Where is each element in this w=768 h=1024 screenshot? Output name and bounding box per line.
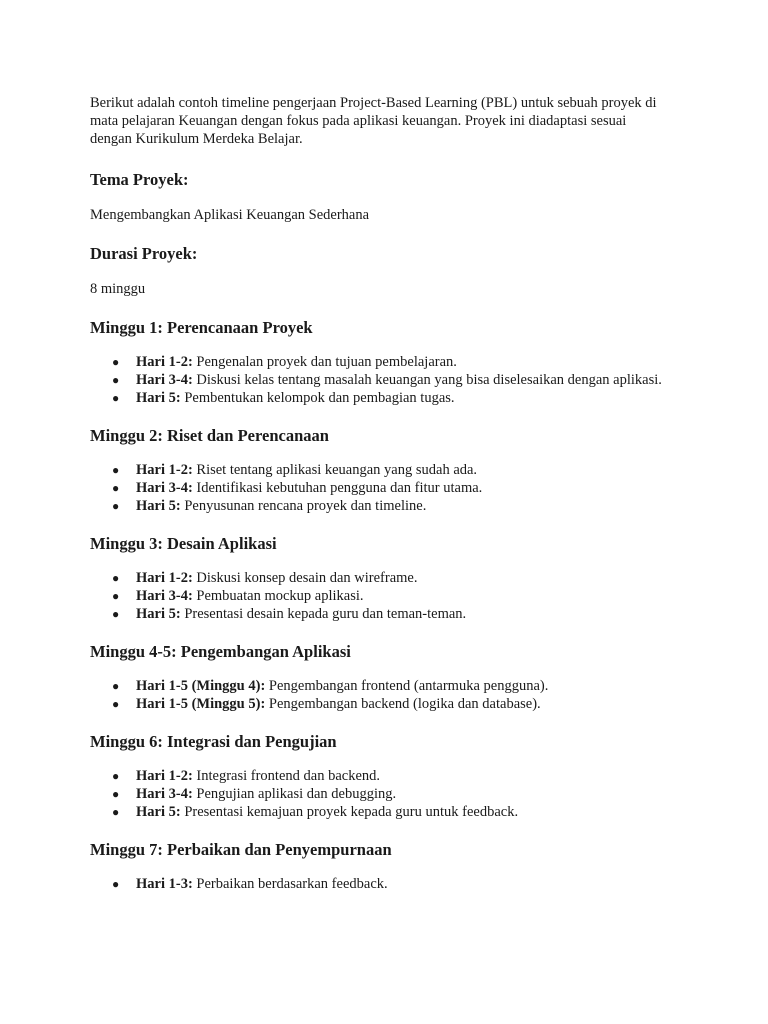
item-label: Hari 1-2: — [136, 768, 193, 784]
bullet-icon: ● — [112, 391, 120, 405]
item-text: Pembuatan mockup aplikasi. — [192, 588, 364, 604]
item-label: Hari 3-4: — [136, 588, 193, 604]
bullet-icon: ● — [112, 877, 120, 891]
bullet-icon: ● — [112, 697, 120, 711]
item-label: Hari 5: — [136, 498, 181, 514]
item-text: Penyusunan rencana proyek dan timeline. — [180, 498, 427, 514]
item-text: Pengujian aplikasi dan debugging. — [192, 786, 397, 802]
bullet-icon: ● — [112, 499, 120, 513]
week-6-heading: Minggu 6: Integrasi dan Pengujian — [90, 732, 337, 751]
item-text: Presentasi kemajuan proyek kepada guru untuk feedback. — [180, 804, 519, 820]
bullet-icon: ● — [112, 589, 120, 603]
bullet-icon: ● — [112, 571, 120, 585]
list-item — [90, 875, 666, 893]
item-label: Hari 3-4: — [136, 480, 193, 496]
bullet-icon: ● — [112, 679, 120, 693]
item-label: Hari 3-4: — [136, 786, 193, 802]
item-label: Hari 1-5 (Minggu 5): — [136, 696, 266, 712]
week-3-heading: Minggu 3: Desain Aplikasi — [90, 534, 277, 553]
item-label: Hari 3-4: — [136, 372, 193, 388]
durasi-heading: Durasi Proyek: — [90, 244, 198, 263]
item-text: Riset tentang aplikasi keuangan yang sudah ada. — [192, 462, 478, 478]
week-3-list — [90, 569, 678, 623]
item-text: Diskusi kelas tentang masalah keuangan yang bisa diselesaikan dengan aplikasi. — [192, 372, 662, 388]
week-6-list — [90, 767, 678, 821]
week-1-heading: Minggu 1: Perencanaan Proyek — [90, 318, 313, 337]
week-2-heading: Minggu 2: Riset dan Perencanaan — [90, 426, 329, 445]
item-text: Integrasi frontend dan backend. — [192, 768, 380, 784]
list-item — [90, 677, 666, 695]
list-item — [90, 803, 666, 821]
item-text: Identifikasi kebutuhan pengguna dan fitur utama. — [192, 480, 483, 496]
item-label: Hari 1-5 (Minggu 4): — [136, 678, 266, 694]
list-item — [90, 695, 666, 713]
intro-paragraph: Berikut adalah contoh timeline pengerjaan Project-Based Learning (PBL) untuk sebuah proyek di mata pelajaran Keuangan dengan fokus pada aplikasi keuangan. Proyek ini diadaptasi sesuai dengan Kurikulum Merdeka Belajar. — [90, 95, 657, 147]
list-item — [90, 605, 666, 623]
item-label: Hari 1-2: — [136, 462, 193, 478]
bullet-icon: ● — [112, 607, 120, 621]
item-text: Pengembangan backend (logika dan database). — [265, 696, 541, 712]
durasi-value: 8 minggu — [90, 281, 146, 297]
item-label: Hari 5: — [136, 390, 181, 406]
item-text: Perbaikan berdasarkan feedback. — [192, 876, 388, 892]
list-item — [90, 587, 666, 605]
item-label: Hari 1-2: — [136, 570, 193, 586]
item-text: Pengembangan frontend (antarmuka pengguna). — [265, 678, 549, 694]
tema-heading: Tema Proyek: — [90, 170, 189, 189]
item-label: Hari 1-3: — [136, 876, 193, 892]
bullet-icon: ● — [112, 787, 120, 801]
item-label: Hari 5: — [136, 606, 181, 622]
item-text: Presentasi desain kepada guru dan teman-teman. — [180, 606, 467, 622]
week-7-list — [90, 875, 678, 893]
item-text: Diskusi konsep desain dan wireframe. — [192, 570, 418, 586]
list-item — [90, 479, 666, 497]
list-item — [90, 497, 666, 515]
week-1-list — [90, 353, 678, 407]
item-text: Pembentukan kelompok dan pembagian tugas. — [180, 390, 455, 406]
bullet-icon: ● — [112, 463, 120, 477]
bullet-icon: ● — [112, 373, 120, 387]
list-item — [90, 785, 666, 803]
bullet-icon: ● — [112, 769, 120, 783]
week-2-list — [90, 461, 678, 515]
list-item — [90, 461, 666, 479]
list-item — [90, 569, 666, 587]
list-item — [90, 371, 666, 389]
list-item — [90, 767, 666, 785]
bullet-icon: ● — [112, 805, 120, 819]
week-4-5-list — [90, 677, 678, 713]
tema-value: Mengembangkan Aplikasi Keuangan Sederhana — [90, 207, 370, 223]
list-item — [90, 389, 666, 407]
bullet-icon: ● — [112, 355, 120, 369]
item-label: Hari 1-2: — [136, 354, 193, 370]
list-item — [90, 353, 666, 371]
week-4-5-heading: Minggu 4-5: Pengembangan Aplikasi — [90, 642, 351, 661]
week-7-heading: Minggu 7: Perbaikan dan Penyempurnaan — [90, 840, 392, 859]
item-text: Pengenalan proyek dan tujuan pembelajaran. — [192, 354, 457, 370]
bullet-icon: ● — [112, 481, 120, 495]
item-label: Hari 5: — [136, 804, 181, 820]
